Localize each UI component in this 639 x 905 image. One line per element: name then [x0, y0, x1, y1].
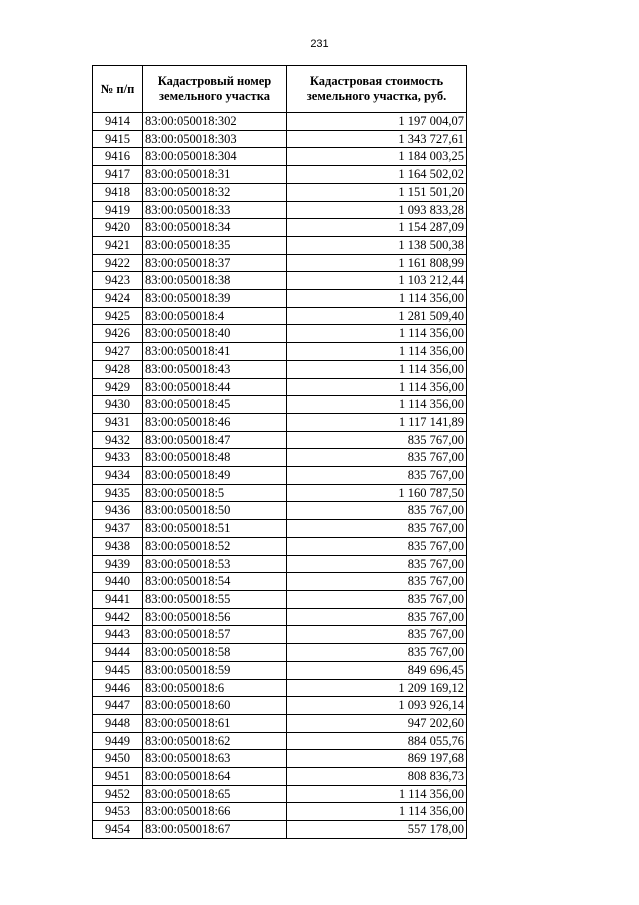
- cell-cadastral-number: 83:00:050018:62: [143, 732, 287, 750]
- table-row: [93, 343, 467, 361]
- cell-row-number: 9414: [93, 113, 143, 131]
- table-row: [93, 219, 467, 237]
- cell-cadastral-number: 83:00:050018:31: [143, 166, 287, 184]
- cell-cadastral-value: 835 767,00: [287, 644, 467, 662]
- cell-cadastral-value: 1 154 287,09: [287, 219, 467, 237]
- cell-row-number: 9417: [93, 166, 143, 184]
- cell-row-number: 9441: [93, 590, 143, 608]
- cell-cadastral-number: 83:00:050018:60: [143, 697, 287, 715]
- cell-cadastral-number: 83:00:050018:57: [143, 626, 287, 644]
- table-row: [93, 325, 467, 343]
- cell-row-number: 9443: [93, 626, 143, 644]
- cell-cadastral-value: 1 138 500,38: [287, 236, 467, 254]
- table-row: [93, 201, 467, 219]
- cell-cadastral-number: 83:00:050018:4: [143, 307, 287, 325]
- cell-row-number: 9432: [93, 431, 143, 449]
- table-row: [93, 768, 467, 786]
- cell-cadastral-number: 83:00:050018:38: [143, 272, 287, 290]
- table-body: [93, 113, 467, 839]
- cell-row-number: 9444: [93, 644, 143, 662]
- cell-cadastral-value: 1 093 833,28: [287, 201, 467, 219]
- cell-row-number: 9425: [93, 307, 143, 325]
- cell-cadastral-value: 1 281 509,40: [287, 307, 467, 325]
- cell-cadastral-value: 835 767,00: [287, 626, 467, 644]
- table-row: [93, 821, 467, 839]
- cell-row-number: 9439: [93, 555, 143, 573]
- cell-row-number: 9423: [93, 272, 143, 290]
- cell-cadastral-value: 1 114 356,00: [287, 290, 467, 308]
- cell-cadastral-number: 83:00:050018:61: [143, 714, 287, 732]
- cell-row-number: 9440: [93, 573, 143, 591]
- table-row: [93, 714, 467, 732]
- cell-cadastral-number: 83:00:050018:53: [143, 555, 287, 573]
- table-row: [93, 236, 467, 254]
- cell-row-number: 9448: [93, 714, 143, 732]
- cell-cadastral-number: 83:00:050018:64: [143, 768, 287, 786]
- cell-cadastral-number: 83:00:050018:45: [143, 396, 287, 414]
- table-row: [93, 608, 467, 626]
- header-cadastral-number: Кадастровый номер земельного участка: [143, 66, 287, 113]
- cell-row-number: 9442: [93, 608, 143, 626]
- table-header: [93, 66, 467, 113]
- cell-row-number: 9446: [93, 679, 143, 697]
- header-row-number: № п/п: [93, 66, 143, 113]
- cell-cadastral-number: 83:00:050018:6: [143, 679, 287, 697]
- cell-row-number: 9447: [93, 697, 143, 715]
- cell-cadastral-number: 83:00:050018:40: [143, 325, 287, 343]
- cell-cadastral-number: 83:00:050018:33: [143, 201, 287, 219]
- page-number: 231: [310, 38, 329, 50]
- cell-cadastral-value: 1 151 501,20: [287, 183, 467, 201]
- cell-cadastral-value: 1 209 169,12: [287, 679, 467, 697]
- table-row: [93, 272, 467, 290]
- cell-row-number: 9436: [93, 502, 143, 520]
- cell-cadastral-number: 83:00:050018:54: [143, 573, 287, 591]
- cell-cadastral-number: 83:00:050018:51: [143, 520, 287, 538]
- cell-cadastral-number: 83:00:050018:56: [143, 608, 287, 626]
- cell-row-number: 9418: [93, 183, 143, 201]
- cell-cadastral-value: 1 161 808,99: [287, 254, 467, 272]
- cell-row-number: 9433: [93, 449, 143, 467]
- table-row: [93, 626, 467, 644]
- cell-cadastral-value: 1 114 356,00: [287, 785, 467, 803]
- cell-cadastral-value: 835 767,00: [287, 590, 467, 608]
- cell-cadastral-number: 83:00:050018:32: [143, 183, 287, 201]
- table-row: [93, 148, 467, 166]
- cell-row-number: 9415: [93, 130, 143, 148]
- cell-cadastral-number: 83:00:050018:65: [143, 785, 287, 803]
- cell-cadastral-value: 1 103 212,44: [287, 272, 467, 290]
- cell-cadastral-value: 835 767,00: [287, 449, 467, 467]
- cell-cadastral-number: 83:00:050018:55: [143, 590, 287, 608]
- table-row: [93, 785, 467, 803]
- cell-cadastral-number: 83:00:050018:39: [143, 290, 287, 308]
- table-row: [93, 431, 467, 449]
- cell-cadastral-value: 835 767,00: [287, 555, 467, 573]
- cell-row-number: 9449: [93, 732, 143, 750]
- table-row: [93, 520, 467, 538]
- header-cadastral-value: Кадастровая стоимость земельного участка, руб.: [287, 66, 467, 113]
- table-row: [93, 661, 467, 679]
- cell-cadastral-value: 1 114 356,00: [287, 360, 467, 378]
- cell-cadastral-value: 835 767,00: [287, 537, 467, 555]
- table-row: [93, 697, 467, 715]
- table-row: [93, 290, 467, 308]
- cell-row-number: 9445: [93, 661, 143, 679]
- cell-cadastral-value: 884 055,76: [287, 732, 467, 750]
- table-row: [93, 254, 467, 272]
- cell-cadastral-number: 83:00:050018:50: [143, 502, 287, 520]
- cell-row-number: 9419: [93, 201, 143, 219]
- table-row: [93, 644, 467, 662]
- cell-cadastral-value: 1 343 727,61: [287, 130, 467, 148]
- cell-cadastral-value: 808 836,73: [287, 768, 467, 786]
- cell-cadastral-number: 83:00:050018:66: [143, 803, 287, 821]
- cell-cadastral-value: 835 767,00: [287, 608, 467, 626]
- cell-cadastral-number: 83:00:050018:67: [143, 821, 287, 839]
- table-row: [93, 183, 467, 201]
- cell-cadastral-number: 83:00:050018:37: [143, 254, 287, 272]
- cell-cadastral-number: 83:00:050018:58: [143, 644, 287, 662]
- table-row: [93, 750, 467, 768]
- table-row: [93, 413, 467, 431]
- cell-cadastral-value: 1 197 004,07: [287, 113, 467, 131]
- cell-cadastral-number: 83:00:050018:46: [143, 413, 287, 431]
- table-row: [93, 360, 467, 378]
- cell-cadastral-value: 1 160 787,50: [287, 484, 467, 502]
- cell-cadastral-value: 947 202,60: [287, 714, 467, 732]
- cell-cadastral-value: 1 114 356,00: [287, 803, 467, 821]
- cell-cadastral-value: 1 164 502,02: [287, 166, 467, 184]
- cell-cadastral-number: 83:00:050018:41: [143, 343, 287, 361]
- cell-cadastral-number: 83:00:050018:59: [143, 661, 287, 679]
- cell-cadastral-value: 557 178,00: [287, 821, 467, 839]
- cell-row-number: 9424: [93, 290, 143, 308]
- table-row: [93, 502, 467, 520]
- cell-cadastral-number: 83:00:050018:304: [143, 148, 287, 166]
- cell-cadastral-value: 835 767,00: [287, 502, 467, 520]
- cell-cadastral-number: 83:00:050018:49: [143, 467, 287, 485]
- cell-row-number: 9434: [93, 467, 143, 485]
- cell-row-number: 9450: [93, 750, 143, 768]
- cell-row-number: 9428: [93, 360, 143, 378]
- table-row: [93, 803, 467, 821]
- cell-cadastral-number: 83:00:050018:5: [143, 484, 287, 502]
- table-row: [93, 732, 467, 750]
- cell-cadastral-value: 1 117 141,89: [287, 413, 467, 431]
- cell-cadastral-value: 1 114 356,00: [287, 378, 467, 396]
- cell-cadastral-value: 849 696,45: [287, 661, 467, 679]
- table-row: [93, 590, 467, 608]
- table-row: [93, 573, 467, 591]
- cell-cadastral-number: 83:00:050018:302: [143, 113, 287, 131]
- table-row: [93, 484, 467, 502]
- cell-cadastral-number: 83:00:050018:48: [143, 449, 287, 467]
- cell-row-number: 9453: [93, 803, 143, 821]
- cell-cadastral-number: 83:00:050018:303: [143, 130, 287, 148]
- cell-cadastral-number: 83:00:050018:43: [143, 360, 287, 378]
- cell-cadastral-value: 1 114 356,00: [287, 325, 467, 343]
- table-row: [93, 113, 467, 131]
- table-row: [93, 396, 467, 414]
- cell-cadastral-value: 835 767,00: [287, 431, 467, 449]
- table-row: [93, 378, 467, 396]
- cell-row-number: 9437: [93, 520, 143, 538]
- header-row: [93, 66, 467, 113]
- table-row: [93, 307, 467, 325]
- cell-cadastral-value: 835 767,00: [287, 520, 467, 538]
- cell-cadastral-value: 1 184 003,25: [287, 148, 467, 166]
- cell-row-number: 9452: [93, 785, 143, 803]
- table-row: [93, 555, 467, 573]
- table-row: [93, 679, 467, 697]
- cell-row-number: 9416: [93, 148, 143, 166]
- cell-cadastral-value: 835 767,00: [287, 573, 467, 591]
- cell-row-number: 9426: [93, 325, 143, 343]
- cell-cadastral-number: 83:00:050018:47: [143, 431, 287, 449]
- cell-cadastral-value: 835 767,00: [287, 467, 467, 485]
- cell-row-number: 9454: [93, 821, 143, 839]
- cell-row-number: 9451: [93, 768, 143, 786]
- cell-cadastral-value: 1 093 926,14: [287, 697, 467, 715]
- table-row: [93, 449, 467, 467]
- cell-cadastral-number: 83:00:050018:34: [143, 219, 287, 237]
- table-row: [93, 130, 467, 148]
- cell-row-number: 9438: [93, 537, 143, 555]
- cell-row-number: 9420: [93, 219, 143, 237]
- cell-row-number: 9421: [93, 236, 143, 254]
- cell-row-number: 9435: [93, 484, 143, 502]
- cell-cadastral-value: 869 197,68: [287, 750, 467, 768]
- table-row: [93, 467, 467, 485]
- cell-cadastral-value: 1 114 356,00: [287, 396, 467, 414]
- cell-cadastral-number: 83:00:050018:52: [143, 537, 287, 555]
- cell-cadastral-number: 83:00:050018:63: [143, 750, 287, 768]
- cell-row-number: 9430: [93, 396, 143, 414]
- table-row: [93, 537, 467, 555]
- cadastral-value-table: [92, 65, 467, 839]
- cell-row-number: 9427: [93, 343, 143, 361]
- cell-cadastral-number: 83:00:050018:44: [143, 378, 287, 396]
- cell-row-number: 9431: [93, 413, 143, 431]
- cell-row-number: 9422: [93, 254, 143, 272]
- cell-cadastral-number: 83:00:050018:35: [143, 236, 287, 254]
- cell-row-number: 9429: [93, 378, 143, 396]
- table-row: [93, 166, 467, 184]
- cell-cadastral-value: 1 114 356,00: [287, 343, 467, 361]
